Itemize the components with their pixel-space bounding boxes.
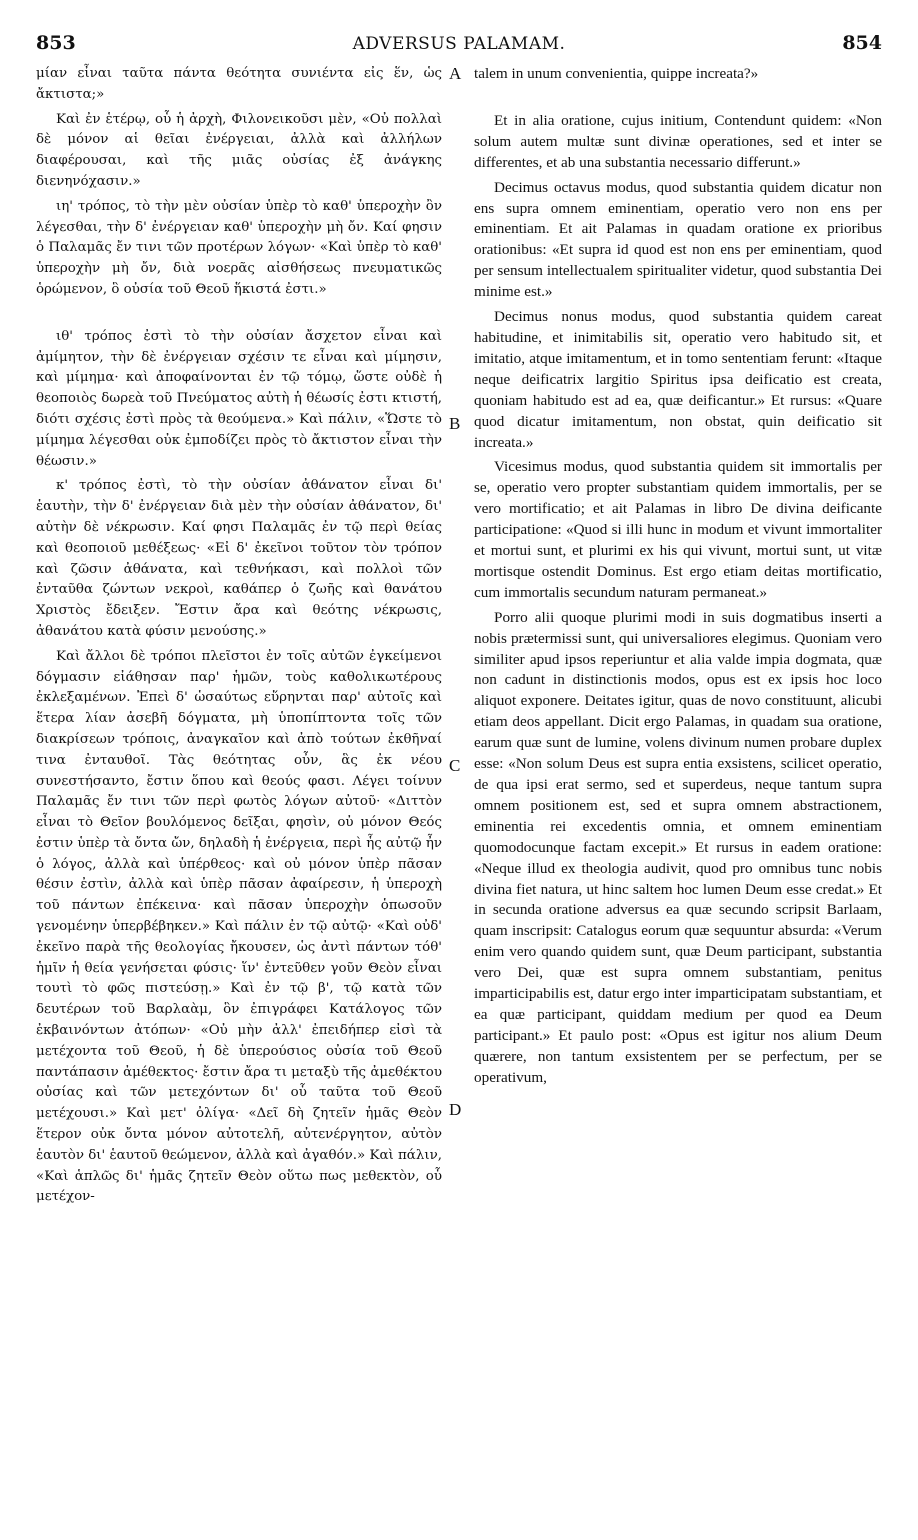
latin-paragraph: Vicesimus modus, quod substantia quidem sit immortalis per se, operatio vero propter substantiam quidem immortalis, per se vero mortificatio; et ait Palamas in libro De divina deificante participatione: «Quod si illi hunc in modum et vivunt immortaliter et mortui sunt, et plurimi ex his qui vivunt, mortui sunt, ut vitæ mortisque ostendit Dominus. Est ergo etiam deitas mortificatio, cum immortalis secundum naturam permaneat.» xyxy=(474,458,882,601)
page-header xyxy=(36,32,882,60)
latin-paragraph: Et in alia oratione, cujus initium, Contendunt quidem: «Non solum autem multæ sunt divinæ operationes, sed et inter se differentes, et ab una substantia necessario differunt.» xyxy=(474,111,882,171)
margin-letter-d: D xyxy=(449,1100,462,1119)
greek-paragraph: Καὶ ἐν ἑτέρῳ, οὗ ἡ ἀρχὴ, Φιλονεικοῦσι μὲν, «Οὐ πολλαὶ δὲ μόνον αἱ θεῖαι ἐνέργειαι, ἀλλὰ καὶ ἀλλήλων διαφέρουσαι, καὶ τῆς μιᾶς οὐσίας ἐξ ἀνάγκης διενηνόχασιν.» xyxy=(36,111,442,189)
latin-paragraph: Porro alii quoque plurimi modi in suis dogmatibus inserti a nobis prætermissi sunt, qui universaliores elegimus. Quoniam vero similiter apud ipsos reperiuntur et alia valde impia dogmata, quæ non cadunt in distinctionis modos, opus est ex ipsis hoc loco aliquot exponere. Deitates igitur, quas de novo constituunt, alicubi etiam deos appellant. Dicit ergo Palamas, in quadam sua oratione, earum quæ sunt de lumine, volens divinum numen probare duplex esse: «Non solum Deus est supra entia exsistens, scilicet operatio, de qua ipsi erat sermo, sed et superdeus, neque tantum supra omnem positionem est, sed et supra omnem abstractionem, eminentia rei excedentis omnia, et omnem eminentiam quomodocunque factam excepit.» Et rursus in eadem oratione: «Neque illud ex theologia audivit, quod pro omnibus tunc nobis divina fiet natura, ut hinc saltem hoc lumen Deum esse credat.» Et in secunda oratione adversus ea quæ secundo scripsit Barlaam, quam inscripsit: Catalogus eorum quæ sequuntur absurda: «Verum enim vero quando quidem sunt, quæ Deum participant, substantia vero Dei, quæ est supra omnem substantiam, penitus imparticipabilis est, datur ergo inter imparticipatam substantiam, et ea quæ participant, quiddam medium per quod ea Deum participant.» Et paulo post: «Opus est igitur nos alium Deum quærere, non tantum exsistentem per se perfectum, per se operativum, xyxy=(474,608,882,1086)
page-number-left: 853 xyxy=(36,32,76,54)
latin-paragraph: talem in unum convenientia, quippe increata?» xyxy=(474,65,759,82)
greek-paragraph: ιη' τρόπος, τὸ τὴν μὲν οὐσίαν ὑπὲρ τὸ καθ' ὑπεροχὴν ὂν λέγεσθαι, τὴν δ' ἐνέργειαν καθ' ὑπεροχὴν μὴ ὄν. Καί φησιν ὁ Παλαμᾶς ἔν τινι τῶν προτέρων λόγων· «Καὶ ὑπὲρ τὸ καθ' ὑπεροχὴν μὴ ὄν, διὰ νοερᾶς αἰσθήσεως πνευματικῶς ὁρώμενον, ὃ οὐσία τοῦ Θεοῦ ἥκιστά ἐστι.» xyxy=(36,198,442,297)
greek-paragraph: Καὶ ἄλλοι δὲ τρόποι πλεῖστοι ἐν τοῖς αὐτῶν ἐγκείμενοι δόγμασιν εἰάθησαν παρ' ἡμῶν, τοὺς καθολικωτέρους ἐκλεξαμένων. Ἐπεὶ δ' ὡσαύτως εὕρηνται παρ' αὐτοῖς καὶ ἕτερα λίαν ἀσεβῆ δόγματα, μὴ ὑποπίπτοντα τοῖς τῶν διακρίσεων τρόποις, ἀναγκαῖον καὶ ἀπὸ τούτων ἐκθῆναί τινα ἐνταυθοῖ. Τὰς θεότητας οὖν, ἃς ἐκ νέου συνεστήσαντο, ἔστιν ὅπου καὶ θεούς φασι. Λέγει τοίνυν Παλαμᾶς ἔν τινι τῶν περὶ φωτὸς λόγων αὐτοῦ· «Διττὸν εἶναι τὸ Θεῖον βουλόμενος δεῖξαι, φησὶν, οὐ μόνον Θεός ἐστιν ὑπὲρ τὰ ὄντα ὤν, δηλαδὴ ἡ ἐνέργεια, περὶ ἧς αὐτῷ ἦν ὁ λόγος, ἀλλὰ καὶ ὑπέρθεος· καὶ οὐ μόνον ὑπὲρ πᾶσαν θέσιν ἐστὶν, ἀλλὰ καὶ ὑπὲρ πᾶσαν ἀφαίρεσιν, ἡ ὑπεροχὴ τοῦ πάντων ἐπέκεινα· καὶ πᾶσαν ὑπεροχὴν ὁπωσοῦν γενομένην ὑπερβέβηκεν.» Καὶ πάλιν ἐν τῷ αὐτῷ· «Καὶ οὐδ' ἐκεῖνο παρὰ τῆς θεολογίας ἤκουσεν, ὡς ἀντὶ πάντων τόθ' ἡμῖν ἡ θεία γενήσεται φύσις· ἵν' ἐντεῦθεν γοῦν Θεὸν εἶναι τουτὶ τὸ φῶς πιστεύσῃ.» Καὶ ἐν τῷ β', τῷ κατὰ τῶν δευτέρων τοῦ Βαρλαὰμ, ὃν ἐπιγράφει Κατάλογος τῶν ἐκβαινόντων ἀτόπων· «Οὐ μὴν ἀλλ' ἐπειδήπερ εἰσὶ τὰ μετέχοντα τοῦ Θεοῦ, ἡ δὲ ὑπερούσιος οὐσία τοῦ Θεοῦ παντάπασιν ἀμέθεκτος· ἔστιν ἄρα τι μεταξὺ τῆς ἀμεθέκτου οὐσίας καὶ τῶν μετεχόντων δι' οὗ ταῦτα τοῦ Θεοῦ μετέχουσι.» Καὶ μετ' ὀλίγα· «Δεῖ δὴ ζητεῖν ἡμᾶς Θεὸν ἕτερον οὐκ ὄντα μόνον αὐτοτελῆ, αὐτενέργητον, αὐτὸν ἑαυτὸν δι' ἑαυτοῦ θεώμενον, ἀλλὰ καὶ ἀγαθόν.» Καὶ πάλιν, «Καὶ ἁπλῶς δι' ἡμᾶς ζητεῖν Θεὸν οὕτω πως μεθεκτὸν, οὗ μετέχον- xyxy=(36,648,442,1205)
running-title: ADVERSUS PALAMAM. xyxy=(352,34,566,54)
latin-column xyxy=(474,64,882,1093)
greek-paragraph: ιθ' τρόπος ἐστὶ τὸ τὴν οὐσίαν ἄσχετον εἶναι καὶ ἀμίμητον, τὴν δὲ ἐνέργειαν σχέσιν τε εἶναι καὶ μίμησιν, καὶ μίμημα· καὶ ἀποφαίνονται ἐν τῷ τόμῳ, ὥστε οὐδὲ ἡ θεοποιὸς δωρεὰ τοῦ Πνεύματος αὐτὴ ἡ θέωσίς ἐστι κτιστή, διότι σχέσις ἐστὶ πρὸς τὰ θεούμενα.» Καὶ πάλιν, «Ὥστε τὸ μίμημα λέγεσθαι οὐκ ἐμποδίζει πρὸς τὸ ἄκτιστον εἶναι τὴν θέωσιν.» xyxy=(36,328,442,469)
margin-letter-c: C xyxy=(449,756,461,775)
latin-paragraph: Decimus nonus modus, quod substantia quidem careat habitudine, et inimitabilis sit, operatio vero habitudo sit, et imitatio, atque imitamentum, et in tomo sententiam ferunt: «Itaque neque deificatrix largitio Spiritus ipsa deificatio est creata, quoniam habitudo est ad ea, quæ deificantur.» Et rursus: «Quare quod dicatur imitamentum, non obstat, quin deificatio sit increata.» xyxy=(474,308,882,451)
greek-column xyxy=(36,64,442,1212)
greek-paragraph: κ' τρόπος ἐστὶ, τὸ τὴν οὐσίαν ἀθάνατον εἶναι δι' ἑαυτὴν, τὴν δ' ἐνέργειαν διὰ μὲν τὴν οὐσίαν ἀθάνατον, δι' αὐτὴν δὲ νέκρωσιν. Καί φησι Παλαμᾶς ἐν τῷ περὶ θείας καὶ θεοποιοῦ μεθέξεως· «Εἰ δ' ἐκεῖνοι τοῦτον τὸν τρόπον καὶ ζῶσιν ἀθάνατα, καὶ τεθνήκασι, καὶ πολλοὶ τῶν ἐνταῦθα ζώντων νεκροὶ, καθάπερ ὁ ζωῆς καὶ θανάτου Χριστὸς ἔδειξεν. Ἔστιν ἄρα καὶ θεότης νέκρωσις, ἀθανάτου κατὰ φύσιν μενούσης.» xyxy=(36,478,442,639)
greek-paragraph: μίαν εἶναι ταῦτα πάντα θεότητα συνιέντα εἰς ἕν, ὡς ἄκτιστα;» xyxy=(36,66,442,102)
page-number-right: 854 xyxy=(842,32,882,54)
latin-paragraph: Decimus octavus modus, quod substantia quidem dicatur non ens supra omnem eminentiam, operatio vero non ens per eminentiam. Et ait Palamas in quadam oratione ex prioribus orationibus: «Et supra id quod est non ens per eminentiam, quod per sensum intellectualem spiritualiter videtur, quod substantia Dei minime est.» xyxy=(474,178,882,301)
margin-letter-a: A xyxy=(449,64,462,83)
margin-letter-b: B xyxy=(449,414,461,433)
